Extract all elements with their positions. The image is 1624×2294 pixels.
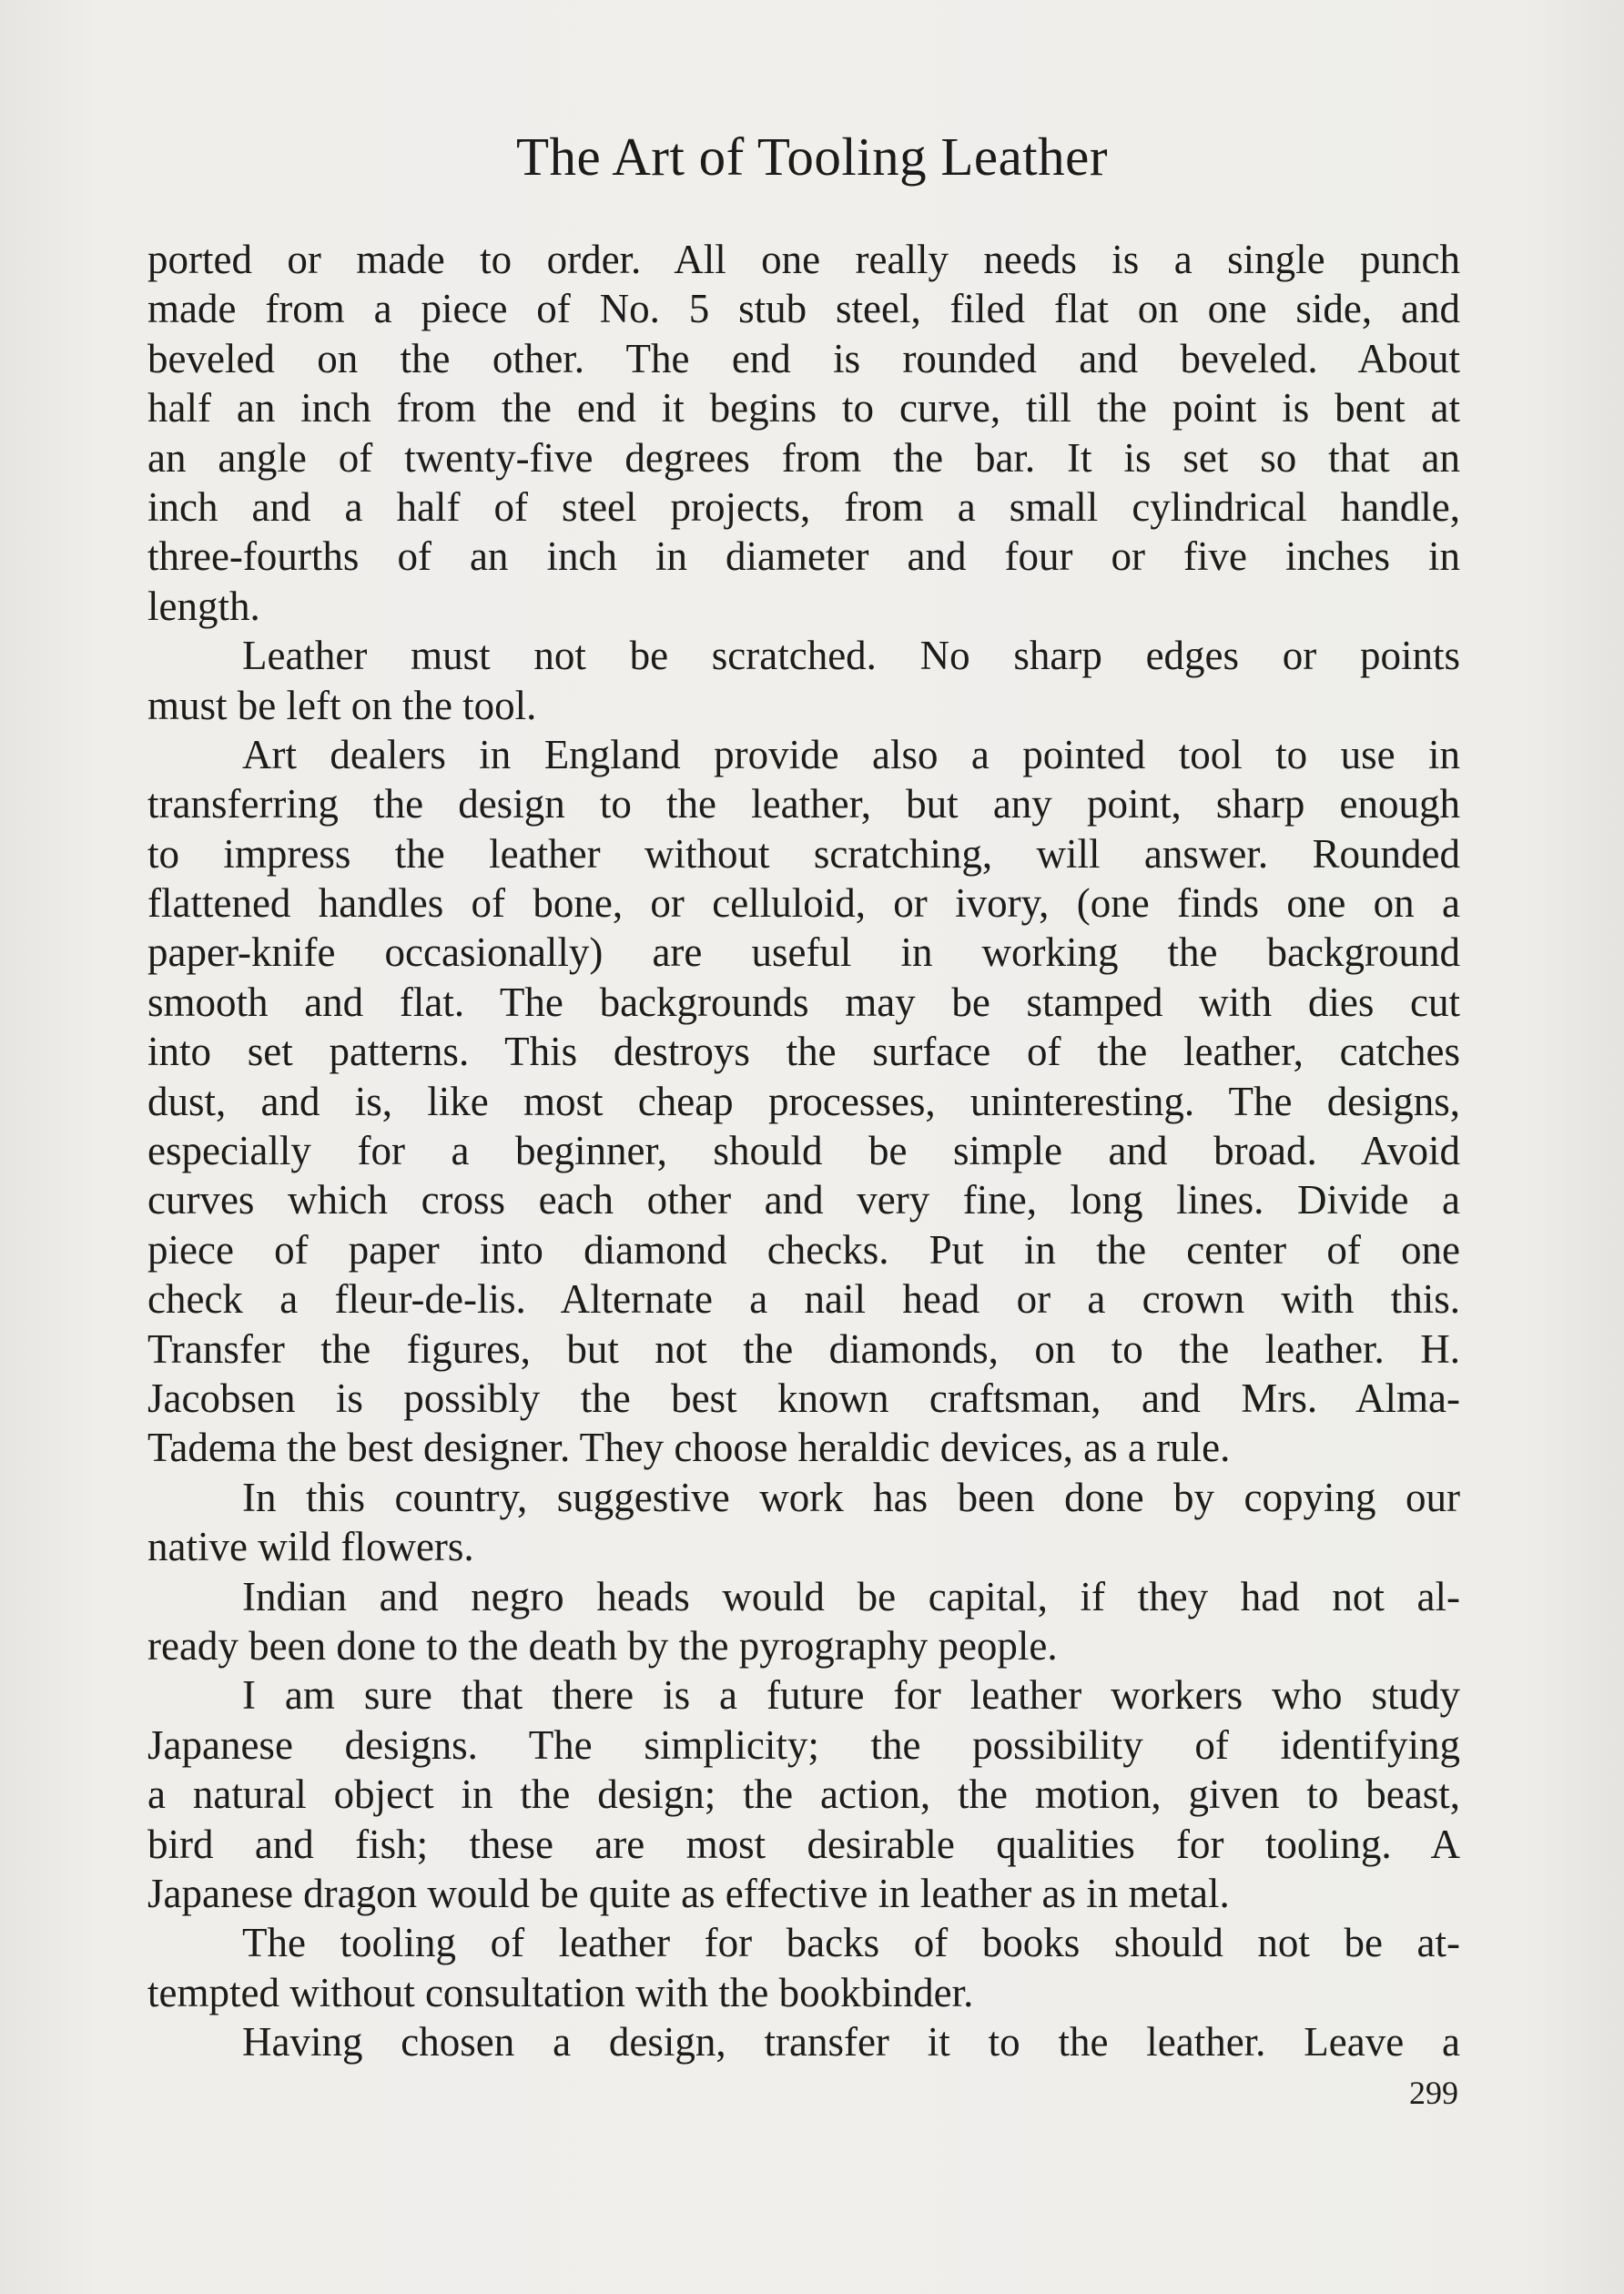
- text-line: I am sure that there is a future for leather workers who study: [242, 1672, 1460, 1719]
- text-line: length.: [147, 583, 260, 629]
- text-line: piece of paper into diamond checks. Put in the center of one: [147, 1226, 1460, 1273]
- text-line: Indian and negro heads would be capital, if they had not al-: [242, 1573, 1460, 1619]
- paragraph-4: [147, 1473, 1460, 1572]
- text-line: especially for a beginner, should be simple and broad. Avoid: [147, 1128, 1460, 1174]
- paragraph-6: [147, 1670, 1460, 1918]
- text-line: into set patterns. This destroys the surface of the leather, catches: [147, 1029, 1460, 1075]
- text-line: Japanese dragon would be quite as effective in leather as in metal.: [147, 1870, 1230, 1916]
- paragraph-7: [147, 1918, 1460, 2017]
- paragraph-3: [147, 730, 1460, 1473]
- running-head: The Art of Tooling Leather: [515, 127, 1109, 187]
- text-line: ported or made to order. All one really needs is a single punch: [147, 237, 1460, 282]
- paragraph-5: [147, 1572, 1460, 1671]
- text-line: must be left on the tool.: [147, 682, 537, 728]
- text-line: Japanese designs. The simplicity; the possibility of identifying: [147, 1721, 1460, 1768]
- text-line: made from a piece of No. 5 stub steel, filed flat on one side, and: [147, 286, 1460, 332]
- paragraph-1: [147, 235, 1460, 631]
- text-line: bird and fish; these are most desirable qualities for tooling. A: [147, 1821, 1460, 1867]
- text-line: check a fleur-de-lis. Alternate a nail head or a crown with this.: [147, 1276, 1460, 1323]
- text-line: Having chosen a design, transfer it to the leather. Leave a: [242, 2019, 1460, 2066]
- text-line: Transfer the figures, but not the diamonds, on to the leather. H.: [147, 1325, 1460, 1372]
- text-line: Leather must not be scratched. No sharp edges or points: [242, 633, 1460, 679]
- text-line: paper-knife occasionally) are useful in working the background: [147, 929, 1460, 976]
- text-line: tempted without consultation with the bookbinder.: [147, 1969, 974, 2015]
- text-line: an angle of twenty-five degrees from the bar. It is set so that an: [147, 434, 1460, 481]
- text-line: Tadema the best designer. They choose heraldic devices, as a rule.: [147, 1425, 1231, 1471]
- text-line: beveled on the other. The end is rounded and beveled. About: [147, 335, 1460, 381]
- text-line: three-fourths of an inch in diameter and four or five inches in: [147, 533, 1460, 580]
- paragraph-8: [147, 2017, 1460, 2066]
- text-line: inch and a half of steel projects, from a small cylindrical handle,: [147, 483, 1460, 530]
- text-line: half an inch from the end it begins to curve, till the point is bent at: [147, 385, 1460, 431]
- page-number: 299: [1409, 2075, 1458, 2111]
- body-text: [147, 235, 1460, 2066]
- text-line: flattened handles of bone, or celluloid, or ivory, (one finds one on a: [147, 880, 1460, 927]
- text-line: a natural object in the design; the action, the motion, given to beast,: [147, 1771, 1460, 1818]
- paragraph-2: [147, 631, 1460, 730]
- text-line: native wild flowers.: [147, 1524, 474, 1570]
- text-line: In this country, suggestive work has been done by copying our: [242, 1474, 1460, 1520]
- text-line: transferring the design to the leather, but any point, sharp enough: [147, 781, 1460, 827]
- text-line: ready been done to the death by the pyrography people.: [147, 1622, 1058, 1669]
- text-line: curves which cross each other and very fine, long lines. Divide a: [147, 1177, 1460, 1223]
- text-line: Art dealers in England provide also a pointed tool to use in: [242, 731, 1460, 777]
- text-line: Jacobsen is possibly the best known craftsman, and Mrs. Alma-: [147, 1375, 1460, 1421]
- text-line: dust, and is, like most cheap processes, uninteresting. The designs,: [147, 1078, 1460, 1124]
- text-line: smooth and flat. The backgrounds may be stamped with dies cut: [147, 979, 1460, 1025]
- text-line: The tooling of leather for backs of books should not be at-: [242, 1920, 1460, 1966]
- text-line: to impress the leather without scratching, will answer. Rounded: [147, 830, 1460, 877]
